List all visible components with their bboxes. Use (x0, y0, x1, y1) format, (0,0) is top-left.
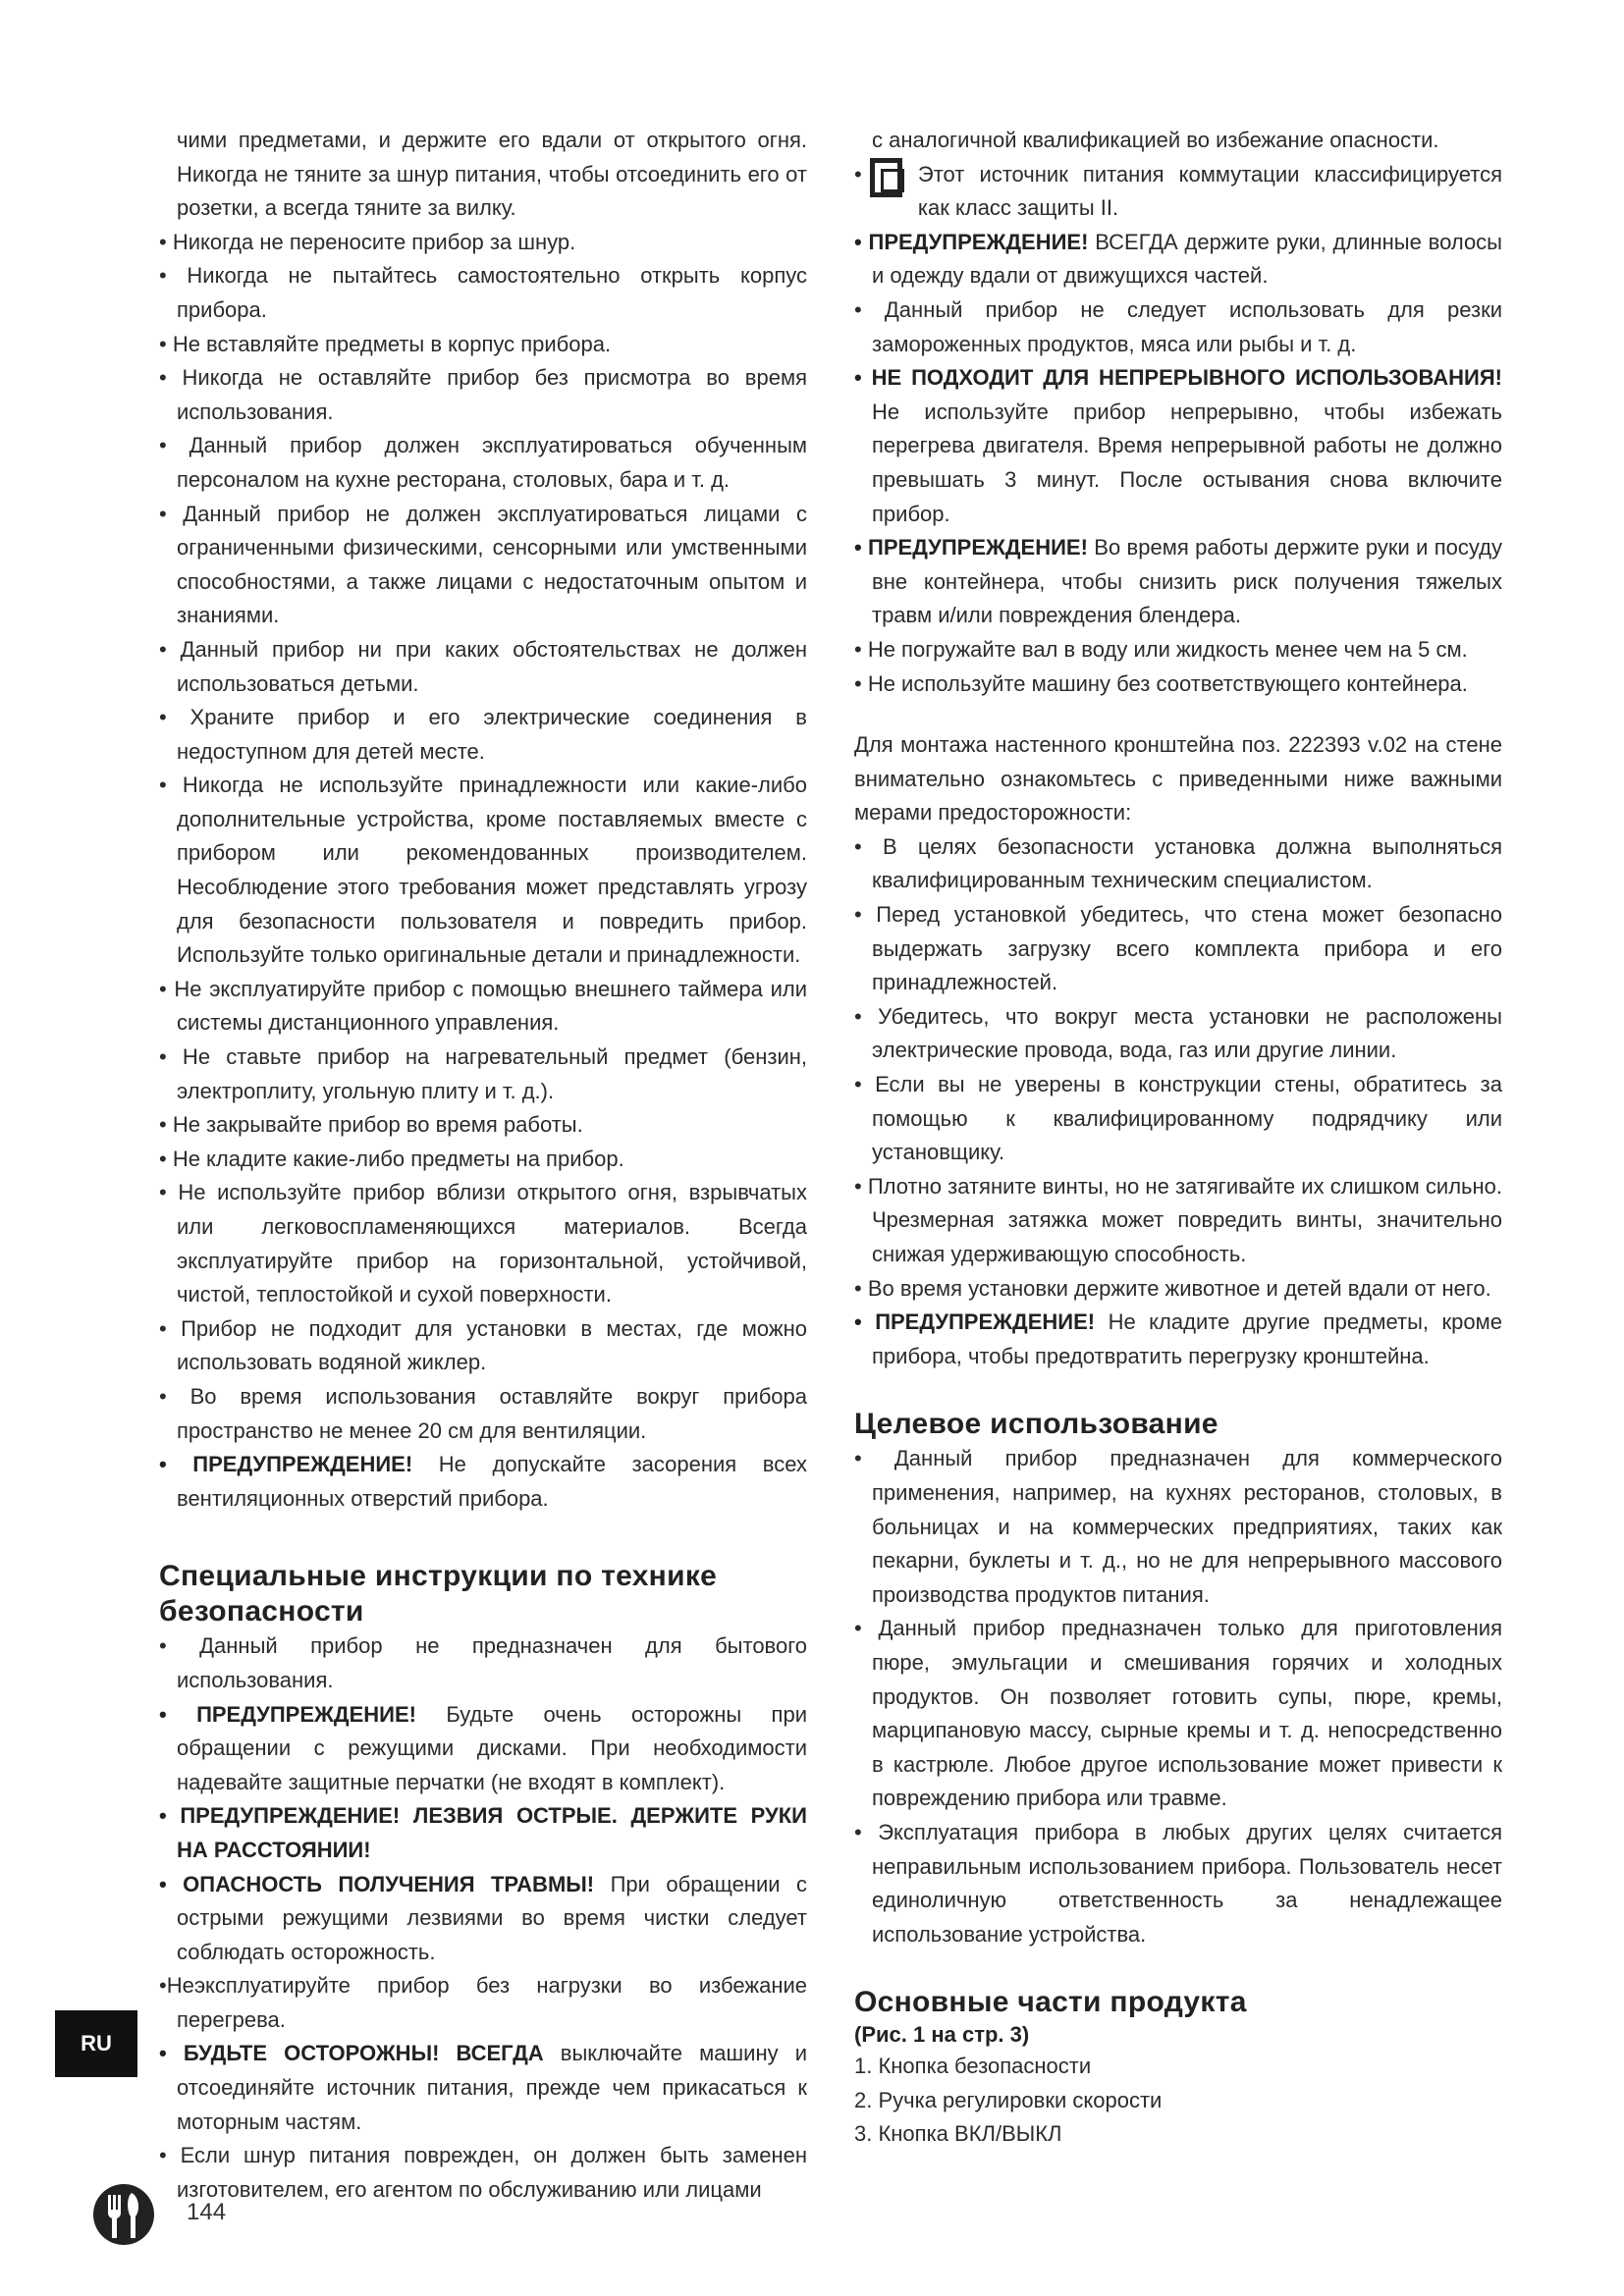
list-item (854, 531, 1502, 633)
list-item: • Эксплуатация прибора в любых других целях считается неправильным использованием прибора. Пользователь несет единоличную ответственность за ненадлежащее использование устройства. (854, 1819, 1502, 1947)
list-item: • Во время установки держите животное и детей вдали от него. (854, 1275, 1491, 1301)
list-item (159, 1448, 807, 1516)
left-column (159, 124, 807, 2207)
section-title-main-parts: Основные части продукта (854, 1986, 1247, 2019)
list-item: 2. Ручка регулировки скорости (854, 2087, 1163, 2112)
list-item: • Не вставляйте предметы в корпус прибора. (159, 331, 612, 356)
list-item: • Не погружайте вал в воду или жидкость менее чем на 5 см. (854, 636, 1468, 662)
class2-text: Этот источник питания коммутации классифицируется как класс защиты II. (917, 161, 1502, 221)
class2-notice: • Этот источник питания коммутации классифицируется как класс защиты II. (854, 158, 1502, 226)
list-item-text: выключайте машину и отсоединяйте источник питания, прежде чем прикасаться к моторным частям. (177, 2041, 807, 2134)
list-item: • Никогда не переносите прибор за шнур. (159, 229, 576, 254)
list-item-text: При обращении с острыми режущими лезвиями во время чистки следует соблюдать осторожность. (177, 1871, 808, 1964)
parts-list (854, 2050, 1502, 2152)
list-item (854, 361, 1502, 531)
list-item: • Не эксплуатируйте прибор с помощью внешнего таймера или системы дистанционного управления. (159, 976, 807, 1036)
right-column (854, 124, 1502, 2152)
list-item: • Не используйте прибор вблизи открытого огня, взрывчатых или легковоспламеняющихся материалов. Всегда эксплуатируйте прибор на горизонтальной, устойчивой, чистой, теплостойкой и сухой поверхности. (159, 1180, 807, 1308)
list-item: • Никогда не оставляйте прибор без присмотра во время использования. (159, 365, 807, 424)
section-title-safety: Специальные инструкции по технике безопасности (159, 1560, 718, 1629)
list-item: • Данный прибор должен эксплуатироваться обученным персоналом на кухне ресторана, столовых, бара и т. д. (159, 433, 807, 492)
list-item: • Если шнур питания поврежден, он должен быть заменен изготовителем, его агентом по обслуживанию или лицами (159, 2143, 807, 2202)
warning-label: • НЕ ПОДХОДИТ ДЛЯ НЕПРЕРЫВНОГО ИСПОЛЬЗОВАНИЯ! (854, 365, 1502, 391)
list-item-text: Не используйте прибор непрерывно, чтобы избежать перегрева двигателя. Время непрерывной работы не должно превышать 3 минут. После остывания снова включите прибор. (872, 399, 1502, 526)
list-item: • В целях безопасности установка должна выполняться квалифицированным техническим специалистом. (854, 833, 1502, 893)
warning-label: • ПРЕДУПРЕЖДЕНИЕ! (159, 1452, 413, 1477)
paragraph: чими предметами, и держите его вдали от открытого огня. Никогда не тяните за шнур питания, чтобы отсоединить его от розетки, а всегда тяните за вилку. (177, 128, 807, 221)
list-item: • Не закрывайте прибор во время работы. (159, 1112, 583, 1138)
list-item-text: Не кладите другие предметы, кроме прибора, чтобы предотвратить перегрузку кронштейна. (872, 1309, 1502, 1368)
paragraph: с аналогичной квалификацией во избежание опасности. (872, 128, 1439, 152)
section-title-intended-use: Целевое использование (854, 1408, 1218, 1441)
warning-label: • ПРЕДУПРЕЖДЕНИЕ! (854, 535, 1088, 561)
list-item: • Данный прибор предназначен для коммерческого применения, например, на кухнях ресторанов, столовых, в больницах и на коммерческих предприятиях, таких как пекарни, буклеты и т. д., но не для непрерывного массового производства продуктов питания. (854, 1446, 1502, 1607)
list-item-text: Будьте очень осторожны при обращении с режущими дисками. При необходимости надевайте защитные перчатки (не входят в комплект). (177, 1701, 807, 1794)
list-item: • Перед установкой убедитесь, что стена может безопасно выдержать загрузку всего комплекта прибора и его принадлежностей. (854, 902, 1502, 995)
warning-label: • ОПАСНОСТЬ ПОЛУЧЕНИЯ ТРАВМЫ! (159, 1871, 595, 1896)
class-ii-icon (870, 158, 902, 197)
list-item-text: Во время работы держите руки и посуду вне контейнера, чтобы снизить риск получения тяжелых травм и/или повреждения блендера. (872, 535, 1502, 628)
warning-label: • ПРЕДУПРЕЖДЕНИЕ! (854, 229, 1089, 254)
list-item: • Храните прибор и его электрические соединения в недоступном для детей месте. (159, 705, 807, 764)
list-item-text: ВСЕГДА держите руки, длинные волосы и одежду вдали от движущихся частей. (872, 229, 1502, 289)
list-item: • Данный прибор не должен эксплуатироваться лицами с ограниченными физическими, сенсорными или умственными способностями, а также лицами с недостаточным опытом и знаниями. (159, 501, 807, 628)
list-item (854, 1306, 1502, 1373)
list-item: • Не используйте машину без соответствующего контейнера. (854, 670, 1468, 696)
list-item: • Если вы не уверены в конструкции стены, обратитесь за помощью к квалифицированному подрядчику или установщику. (854, 1072, 1502, 1165)
list-item: 1. Кнопка безопасности (854, 2054, 1092, 2079)
list-item (159, 1868, 807, 1970)
list-item: • Убедитесь, что вокруг места установки не расположены электрические провода, вода, газ или другие линии. (854, 1003, 1502, 1063)
list-item: • Плотно затяните винты, но не затягивайте их слишком сильно. Чрезмерная затяжка может повредить винты, значительно снижая удерживающую способность. (854, 1173, 1502, 1266)
warning-label: • ПРЕДУПРЕЖДЕНИЕ! ЛЕЗВИЯ ОСТРЫЕ. ДЕРЖИТЕ РУКИ НА РАССТОЯНИИ! (159, 1803, 807, 1862)
list-item (159, 1698, 807, 1800)
list-item: • Никогда не пытайтесь самостоятельно открыть корпус прибора. (159, 263, 807, 322)
section-subtitle: (Рис. 1 на стр. 3) (854, 2022, 1030, 2048)
list-item: •Неэксплуатируйте прибор без нагрузки во избежание перегрева. (159, 1973, 807, 2032)
list-item: • Данный прибор предназначен только для приготовления пюре, эмульгации и смешивания горячих и холодных продуктов. Он позволяет готовить супы, пюре, кремы, марципановую массу, сырные кремы и т. д. непосредственно в кастрюле. Любое другое использование может привести к повреждению прибора или травме. (854, 1616, 1502, 1811)
warning-label: • БУДЬТЕ ОСТОРОЖНЫ! ВСЕГДА (159, 2041, 544, 2066)
warning-label: • ПРЕДУПРЕЖДЕНИЕ! (854, 1309, 1096, 1335)
list-item: • Прибор не подходит для установки в местах, где можно использовать водяной жиклер. (159, 1315, 807, 1375)
warning-label: • ПРЕДУПРЕЖДЕНИЕ! (159, 1701, 416, 1727)
list-item: • Не кладите какие-либо предметы на прибор. (159, 1146, 624, 1171)
language-tab: RU (55, 2010, 137, 2077)
list-item: • Данный прибор не предназначен для бытового использования. (159, 1633, 807, 1692)
list-item: 3. Кнопка ВКЛ/ВЫКЛ (854, 2121, 1062, 2147)
list-item (159, 1799, 807, 1867)
list-item: • Данный прибор не следует использовать для резки замороженных продуктов, мяса или рыбы и т. д. (854, 296, 1502, 356)
list-item-text: Не допускайте засорения всех вентиляционных отверстий прибора. (177, 1452, 807, 1511)
mount-intro: Для монтажа настенного кронштейна поз. 222393 v.02 на стене внимательно ознакомьтесь с приведенными ниже важными мерами предосторожности: (854, 732, 1502, 826)
list-item: • Данный прибор ни при каких обстоятельствах не должен использоваться детьми. (159, 636, 807, 696)
list-item: • Во время использования оставляйте вокруг прибора пространство не менее 20 см для вентиляции. (159, 1383, 807, 1443)
list-item: • Не ставьте прибор на нагревательный предмет (бензин, электроплиту, угольную плиту и т. д.). (159, 1044, 807, 1103)
page-number: 144 (187, 2199, 227, 2225)
list-item (854, 226, 1502, 294)
cutlery-icon (92, 2183, 155, 2246)
list-item (159, 2037, 807, 2139)
list-item: • Никогда не используйте принадлежности или какие-либо дополнительные устройства, кроме поставляемых вместе с прибором или рекомендованных производителем. Несоблюдение этого требования может представлять угрозу для безопасности пользователя и повредить прибор. Используйте только оригинальные детали и принадлежности. (159, 773, 807, 968)
spacer (854, 701, 1502, 728)
